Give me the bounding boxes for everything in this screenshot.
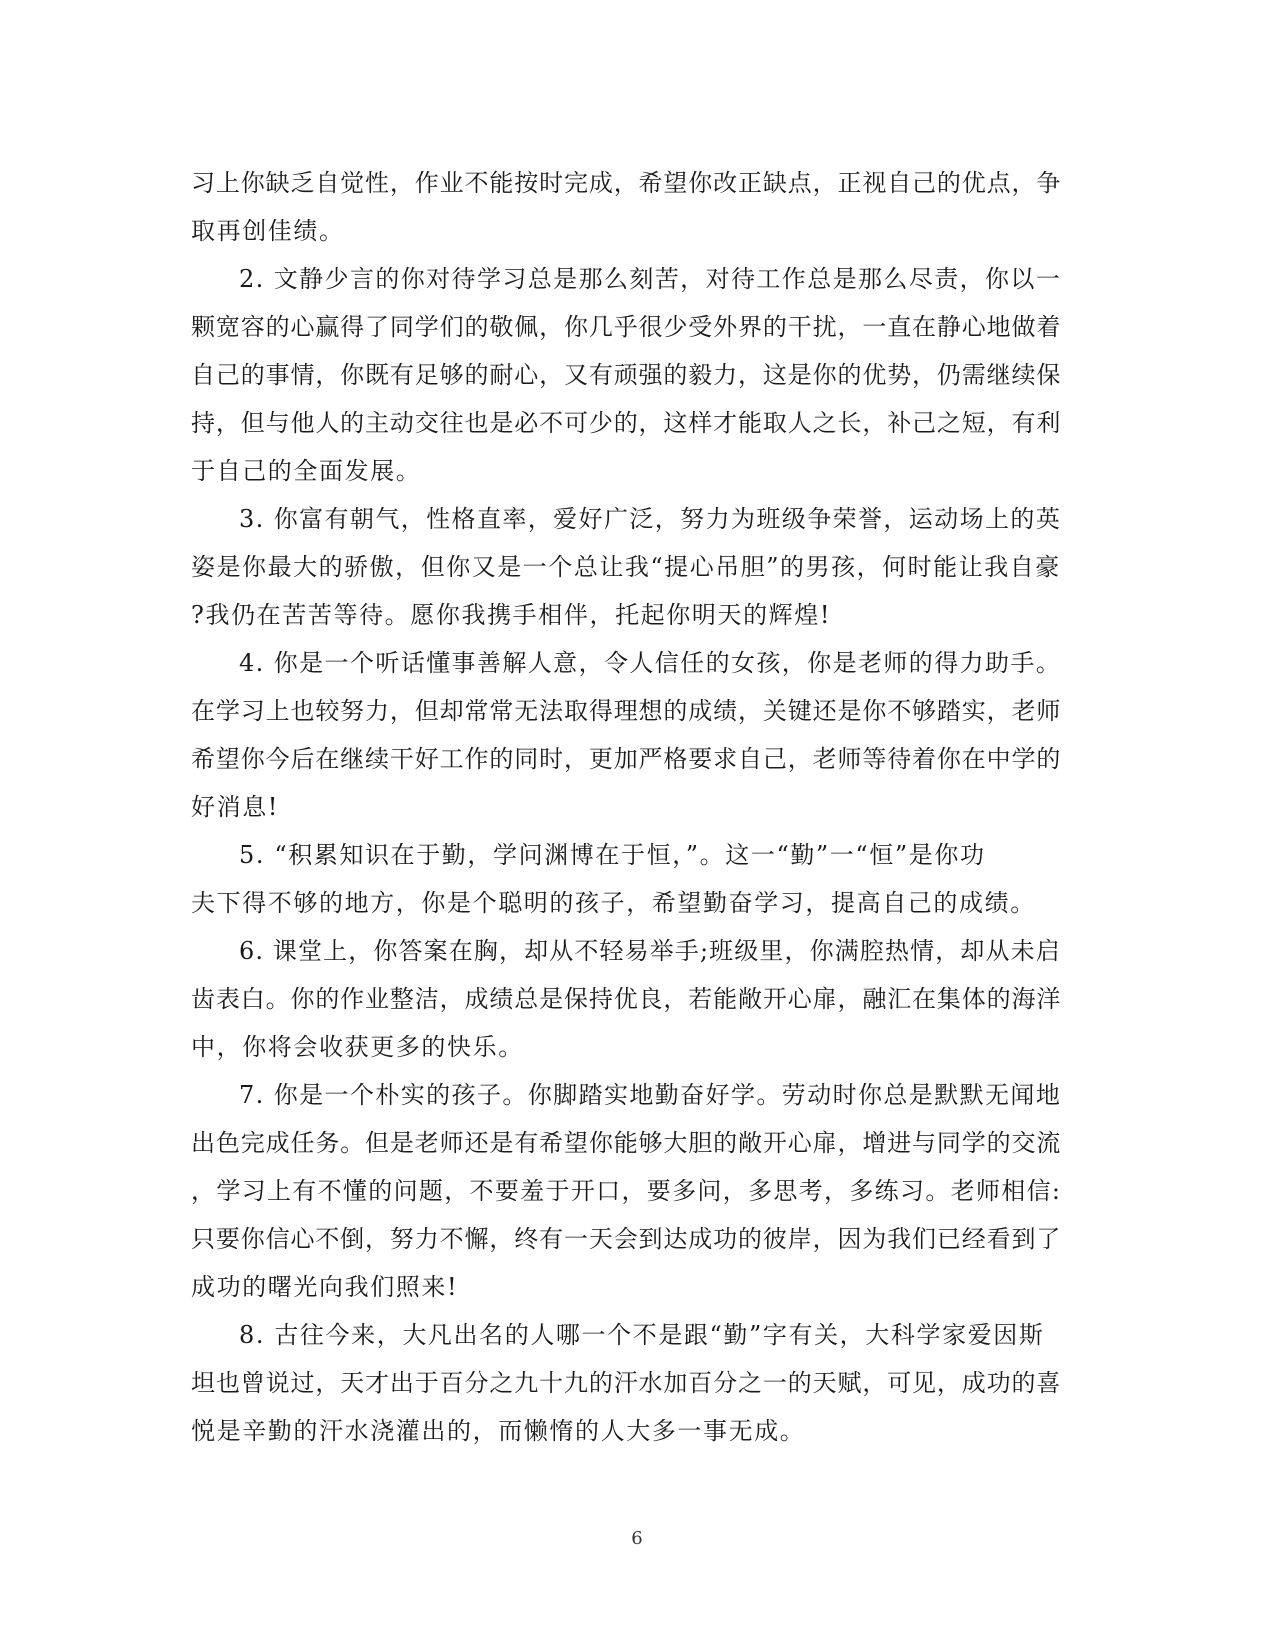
paragraph-first-line: 2. 文静少言的你对待学习总是那么刻苦，对待工作总是那么尽责，你以一 <box>239 265 1062 293</box>
text-line: ，学习上有不懂的问题，不要羞于开口，要多问，多思考，多练习。老师相信: <box>191 1177 1062 1205</box>
text-line: ?我仍在苦苦等待。愿你我携手相伴，托起你明天的辉煌! <box>191 601 832 629</box>
text-line: 持，但与他人的主动交往也是必不可少的，这样才能取人之长，补己之短，有利 <box>191 409 1062 437</box>
text-line: 姿是你最大的骄傲，但你又是一个总让我“提心吊胆”的男孩，何时能让我自豪 <box>191 553 1061 581</box>
text-line: 中，你将会收获更多的快乐。 <box>191 1033 524 1061</box>
text-line: 夫下得不够的地方，你是个聪明的孩子，希望勤奋学习，提高自己的成绩。 <box>191 889 1036 917</box>
text-line: 成功的曙光向我们照来! <box>191 1273 459 1301</box>
text-line: 只要你信心不倒，努力不懈，终有一天会到达成功的彼岸，因为我们已经看到了 <box>191 1225 1062 1253</box>
text-line: 自己的事情，你既有足够的耐心，又有顽强的毅力，这是你的优势，仍需继续保 <box>191 361 1062 389</box>
paragraph-first-line: 3. 你富有朝气，性格直率，爱好广泛，努力为班级争荣誉，运动场上的英 <box>239 505 1062 533</box>
text-line: 好消息! <box>191 793 280 821</box>
paragraph-first-line: 6. 课堂上，你答案在胸，却从不轻易举手;班级里，你满腔热情，却从未启 <box>239 937 1061 965</box>
text-line: 取再创佳绩。 <box>191 217 345 245</box>
paragraph-first-line: 7. 你是一个朴实的孩子。你脚踏实地勤奋好学。劳动时你总是默默无闻地 <box>239 1081 1062 1109</box>
text-line: 悦是辛勤的汗水浇灌出的，而懒惰的人大多一事无成。 <box>191 1417 806 1445</box>
text-line: 颗宽容的心赢得了同学们的敬佩，你几乎很少受外界的干扰，一直在静心地做着 <box>191 313 1062 341</box>
paragraph-first-line: 5. “积累知识在于勤，学问渊博在于恒，”。这一“勤”一“恒”是你功 <box>239 841 986 869</box>
text-line: 希望你今后在继续干好工作的同时，更加严格要求自己，老师等待着你在中学的 <box>191 745 1062 773</box>
body-text <box>191 159 1063 1455</box>
text-line: 出色完成任务。但是老师还是有希望你能够大胆的敞开心扉，增进与同学的交流 <box>191 1129 1062 1157</box>
text-line: 齿表白。你的作业整洁，成绩总是保持优良，若能敞开心扉，融汇在集体的海洋 <box>191 985 1062 1013</box>
text-line: 在学习上也较努力，但却常常无法取得理想的成绩，关键还是你不够踏实，老师 <box>191 697 1062 725</box>
text-line: 于自己的全面发展。 <box>191 457 422 485</box>
text-line: 坦也曾说过，天才出于百分之九十九的汗水加百分之一的天赋，可见，成功的喜 <box>191 1369 1062 1397</box>
paragraph-first-line: 8. 古往今来，大凡出名的人哪一个不是跟“勤”字有关，大科学家爱因斯 <box>239 1321 1045 1349</box>
paragraph-first-line: 4. 你是一个听话懂事善解人意，令人信任的女孩，你是老师的得力助手。 <box>239 649 1062 677</box>
text-line: 习上你缺乏自觉性，作业不能按时完成，希望你改正缺点，正视自己的优点，争 <box>191 169 1062 197</box>
page-number: 6 <box>631 1528 643 1549</box>
